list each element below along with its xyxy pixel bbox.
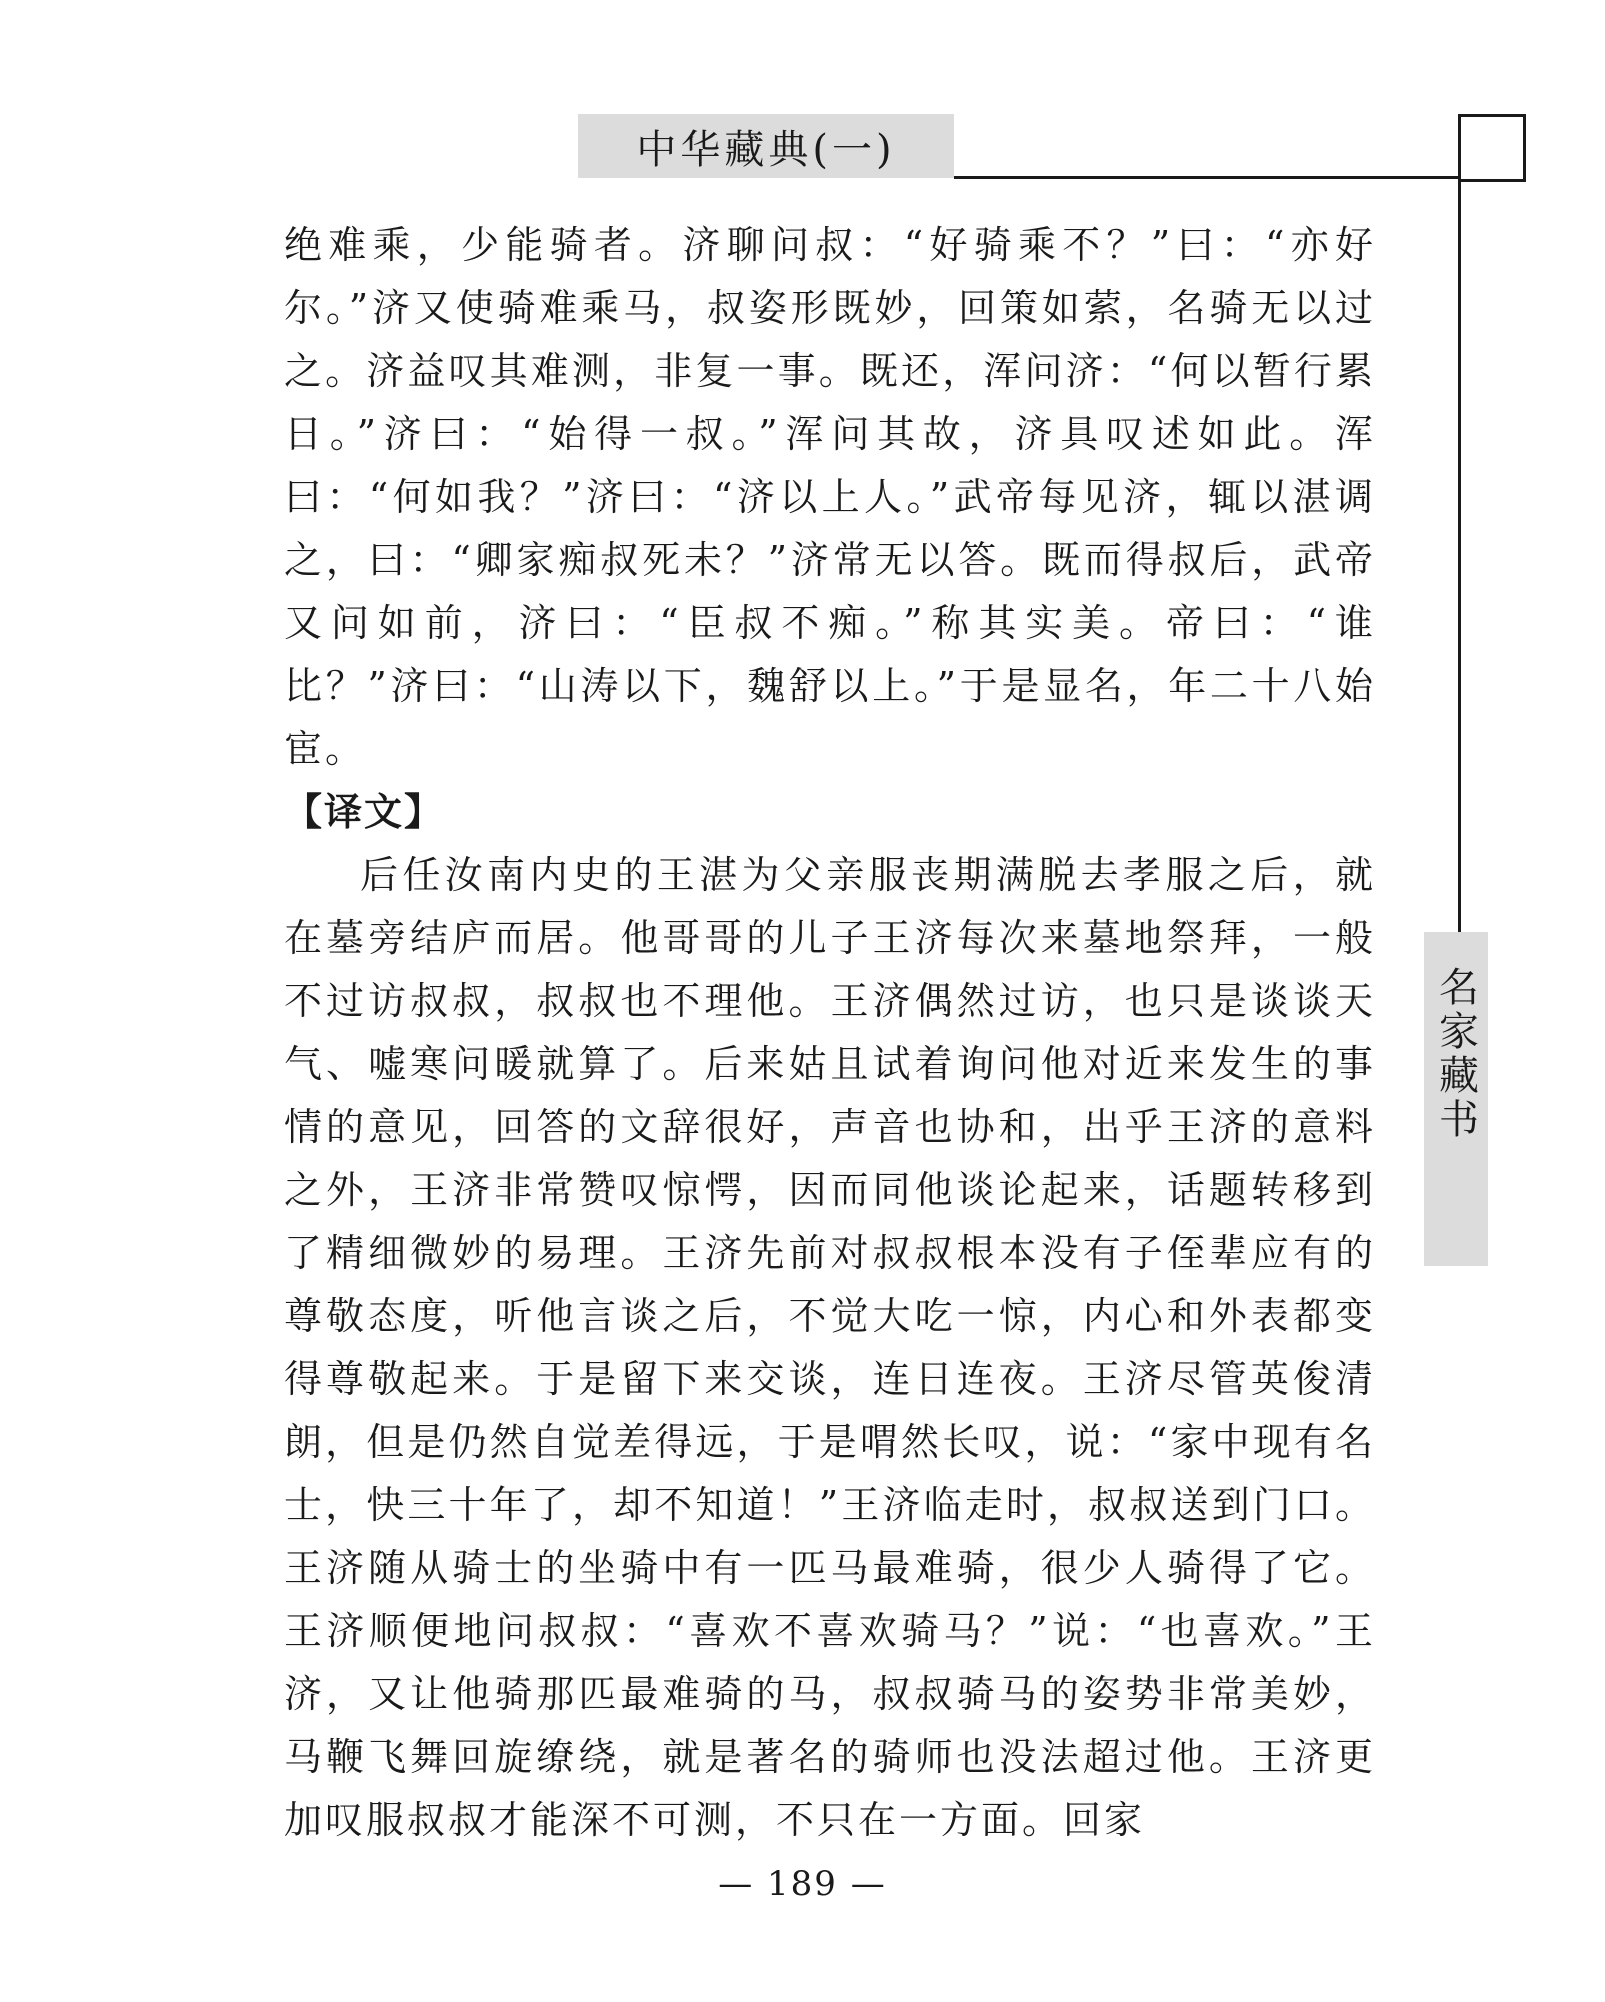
side-vertical-rule (1458, 176, 1461, 932)
page-content (284, 214, 1376, 1852)
translation-heading: 【译文】 (284, 790, 445, 834)
corner-square-ornament (1458, 114, 1526, 182)
book-title: 中华藏典(一) (636, 126, 896, 173)
side-tab-label: 名家藏书 (1432, 966, 1479, 1142)
side-tab (1424, 932, 1488, 1266)
page-number: — 189 — (718, 1864, 887, 1904)
original-text-paragraph: 绝难乘，少能骑者。济聊问叔：“好骑乘不？”曰：“亦好尔。”济又使骑难乘马，叔姿形既妙，回策如萦，名骑无以过之。济益叹其难测，非复一事。既还，浑问济：“何以暂行累日。”济曰：“始得一叔。”浑问其故，济具叹述如此。浑曰：“何如我？”济曰：“济以上人。”武帝每见济，辄以湛调之，曰：“卿家痴叔死未？”济常无以答。既而得叔后，武帝又问如前，济曰：“臣叔不痴。”称其实美。帝曰：“谁比？”济曰：“山涛以下，魏舒以上。”于是显名，年二十八始宦。 (284, 223, 1376, 771)
book-title-header (578, 114, 954, 178)
translation-paragraph: 后任汝南内史的王湛为父亲服丧期满脱去孝服之后，就在墓旁结庐而居。他哥哥的儿子王济每次来墓地祭拜，一般不过访叔叔，叔叔也不理他。王济偶然过访，也只是谈谈天气、嘘寒问暖就算了。后来姑且试着询问他对近来发生的事情的意见，回答的文辞很好，声音也协和，出乎王济的意料之外，王济非常赞叹惊愕，因而同他谈论起来，话题转移到了精细微妙的易理。王济先前对叔叔根本没有子侄辈应有的尊敬态度，听他言谈之后，不觉大吃一惊，内心和外表都变得尊敬起来。于是留下来交谈，连日连夜。王济尽管英俊清朗，但是仍然自觉差得远，于是喟然长叹，说：“家中现有名士，快三十年了，却不知道！”王济临走时，叔叔送到门口。王济随从骑士的坐骑中有一匹马最难骑，很少人骑得了它。王济顺便地问叔叔：“喜欢不喜欢骑马？”说：“也喜欢。”王济，又让他骑那匹最难骑的马，叔叔骑马的姿势非常美妙，马鞭飞舞回旋缭绕，就是著名的骑师也没法超过他。王济更加叹服叔叔才能深不可测，不只在一方面。回家 (284, 853, 1376, 1842)
header-rule (954, 176, 1458, 179)
